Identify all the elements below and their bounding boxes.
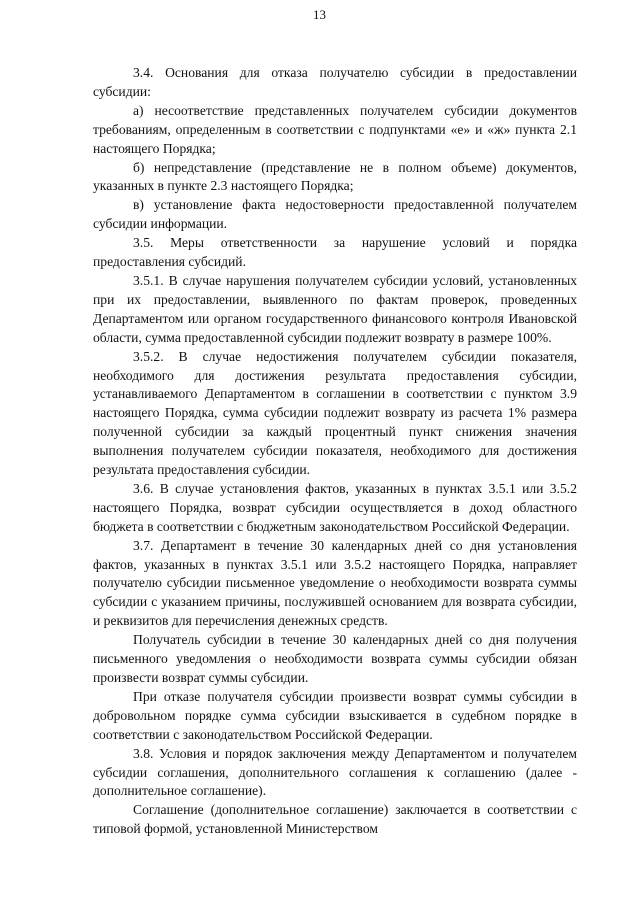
paragraph-3-5-1: 3.5.1. В случае нарушения получателем субсидии условий, установленных при их предоставлении, выявленного по фактам проверок, проведенных Департаментом или органом государственного финансового контроля Ивановской области, сумма предоставленной субсидии подлежит возврату в размере 100%.: [93, 272, 577, 345]
paragraph-3-4-v: в) установление факта недостоверности предоставленной получателем субсидии информации.: [93, 197, 577, 232]
paragraph-agreement: Соглашение (дополнительное соглашение) заключается в соответствии с типовой формой, установленной Министерством: [93, 802, 577, 837]
paragraph-refusal: При отказе получателя субсидии произвести возврат суммы субсидии в добровольном порядке сумма субсидии взыскивается в судебном порядке в соответствии с законодательством Российской Федерации.: [93, 688, 577, 742]
paragraph-3-4: 3.4. Основания для отказа получателю субсидии в предоставлении субсидии:: [93, 65, 577, 99]
paragraph-3-5: 3.5. Меры ответственности за нарушение условий и порядка предоставления субсидий.: [93, 235, 577, 270]
paragraph-3-4-a: а) несоответствие представленных получателем субсидии документов требованиям, определенным в соответствии с подпунктами «е» и «ж» пункта 2.1 настоящего Порядка;: [93, 102, 577, 156]
paragraph-recipient-return: Получатель субсидии в течение 30 календарных дней со дня получения письменного уведомления о необходимости возврата суммы субсидии обязан произвести возврат суммы субсидии.: [93, 632, 577, 685]
paragraph-3-4-b: б) непредставление (представление не в полном объеме) документов, указанных в пункте 2.3 настоящего Порядка;: [93, 159, 577, 194]
document-body: [93, 64, 577, 839]
paragraph-3-7: 3.7. Департамент в течение 30 календарных дней со дня установления фактов, указанных в пунктах 3.5.1 или 3.5.2 настоящего Порядка, направляет получателю субсидии письменное уведомление о необходимости возврата суммы субсидии с указанием причины, послужившей основанием для возврата субсидии, и реквизитов для перечисления денежных средств.: [93, 537, 577, 629]
page-number: 13: [313, 7, 326, 22]
paragraph-3-6: 3.6. В случае установления фактов, указанных в пунктах 3.5.1 или 3.5.2 настоящего Порядка, возврат субсидии осуществляется в доход областного бюджета в соответствии с бюджетным законодательством Российской Федерации.: [93, 480, 577, 534]
paragraph-3-5-2: 3.5.2. В случае недостижения получателем субсидии показателя, необходимого для достижения результата предоставления субсидии, устанавливаемого Департаментом в соглашении в соответствии с пунктом 3.9 настоящего Порядка, сумма субсидии подлежит возврату из расчета 1% размера полученной субсидии за каждый процентный пункт снижения значения выполнения получателем субсидии показателя, необходимого для достижения результата предоставления субсидии.: [93, 348, 577, 478]
paragraph-3-8: 3.8. Условия и порядок заключения между Департаментом и получателем субсидии соглашения, дополнительного соглашения к соглашению (далее - дополнительное соглашение).: [93, 745, 577, 799]
